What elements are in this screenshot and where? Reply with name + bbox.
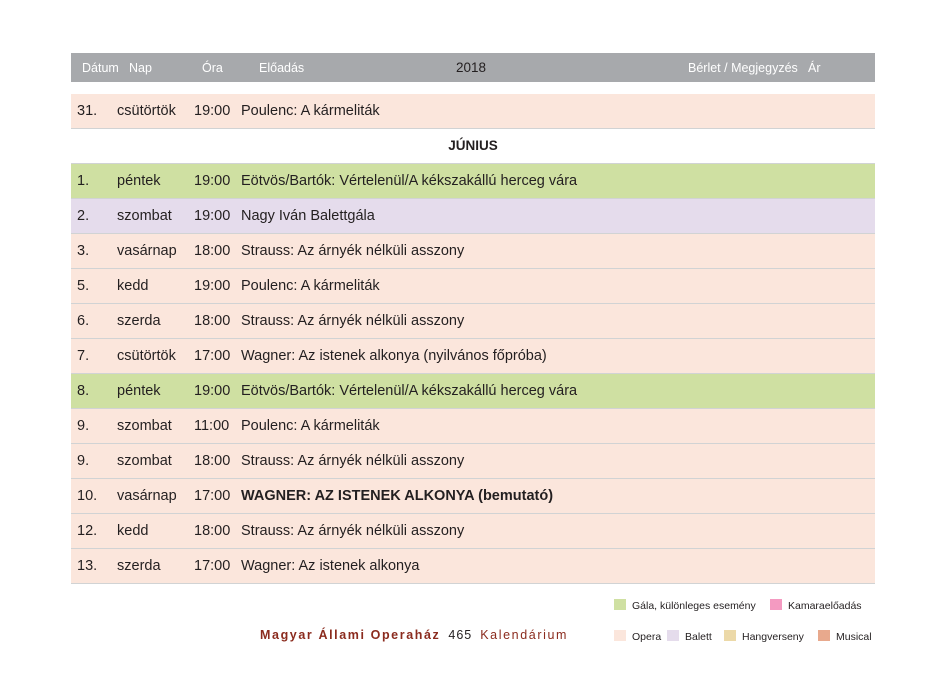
row-day: kedd <box>117 278 149 294</box>
row-time: 17:00 <box>194 348 231 364</box>
legend-label: Kamaraelőadás <box>788 600 862 612</box>
musical-swatch <box>818 630 830 641</box>
row-title: Wagner: Az istenek alkonya (nyilvános főpróba) <box>241 348 547 364</box>
row-day: kedd <box>117 523 149 539</box>
page-footer <box>260 628 568 642</box>
row-date: 9. <box>77 418 90 434</box>
row-title: Strauss: Az árnyék nélküli asszony <box>241 523 465 539</box>
row-time: 17:00 <box>194 558 231 574</box>
row-date: 13. <box>77 558 98 574</box>
row-title: Wagner: Az istenek alkonya <box>241 558 420 574</box>
footer-section: Kalendárium <box>480 628 569 642</box>
table-row <box>71 374 875 409</box>
table-row <box>71 479 875 514</box>
row-time: 19:00 <box>194 208 231 224</box>
row-day: csütörtök <box>117 348 176 364</box>
legend-chamber <box>770 599 862 612</box>
row-title: Eötvös/Bartók: Vértelenül/A kékszakállú herceg vára <box>241 173 578 189</box>
row-time: 18:00 <box>194 313 231 329</box>
gala-swatch <box>614 599 626 610</box>
row-time: 19:00 <box>194 278 231 294</box>
row-date: 8. <box>77 383 90 399</box>
row-title: Poulenc: A kármeliták <box>241 418 380 434</box>
row-time: 19:00 <box>194 383 231 399</box>
month-heading <box>71 129 875 164</box>
row-title: Strauss: Az árnyék nélküli asszony <box>241 453 465 469</box>
row-title: WAGNER: AZ ISTENEK ALKONYA (bemutató) <box>241 488 554 504</box>
row-date: 5. <box>77 278 90 294</box>
month-label: JÚNIUS <box>448 138 498 153</box>
row-date: 1. <box>77 173 90 189</box>
legend-opera <box>614 630 661 643</box>
opera-swatch <box>614 630 626 641</box>
row-day: szombat <box>117 208 172 224</box>
row-time: 18:00 <box>194 453 231 469</box>
row-day: szombat <box>117 453 172 469</box>
table-row <box>71 549 875 584</box>
legend-gala <box>614 599 756 612</box>
header-year: 2018 <box>456 60 487 75</box>
header-day: Nap <box>129 61 152 75</box>
ballet-swatch <box>667 630 679 641</box>
program-table <box>71 53 875 584</box>
row-date: 10. <box>77 488 98 504</box>
table-header <box>71 53 875 82</box>
row-title: Strauss: Az árnyék nélküli asszony <box>241 313 465 329</box>
header-date: Dátum <box>82 61 119 75</box>
header-time: Óra <box>202 61 223 75</box>
row-date: 3. <box>77 243 90 259</box>
row-date: 31. <box>77 103 98 119</box>
row-title: Eötvös/Bartók: Vértelenül/A kékszakállú herceg vára <box>241 383 578 399</box>
row-title: Strauss: Az árnyék nélküli asszony <box>241 243 465 259</box>
row-day: szerda <box>117 313 161 329</box>
legend-ballet <box>667 630 712 643</box>
footer-brand: Magyar Állami Operaház <box>260 628 441 642</box>
row-day: szerda <box>117 558 161 574</box>
page-number: 465 <box>448 628 473 642</box>
row-day: vasárnap <box>117 243 177 259</box>
row-date: 12. <box>77 523 98 539</box>
header-note: Bérlet / Megjegyzés <box>688 61 798 75</box>
row-time: 18:00 <box>194 523 231 539</box>
table-row <box>71 94 875 129</box>
row-day: vasárnap <box>117 488 177 504</box>
concert-swatch <box>724 630 736 641</box>
table-row <box>71 339 875 374</box>
row-day: csütörtök <box>117 103 176 119</box>
row-date: 7. <box>77 348 90 364</box>
row-day: szombat <box>117 418 172 434</box>
row-day: péntek <box>117 383 161 399</box>
legend-label: Hangverseny <box>742 631 804 643</box>
table-row <box>71 444 875 479</box>
row-day: péntek <box>117 173 161 189</box>
row-title: Nagy Iván Balettgála <box>241 208 375 224</box>
legend-concert <box>724 630 804 643</box>
table-row <box>71 234 875 269</box>
program-rows <box>71 164 875 584</box>
row-time: 19:00 <box>194 173 231 189</box>
row-time: 17:00 <box>194 488 231 504</box>
table-row <box>71 514 875 549</box>
chamber-swatch <box>770 599 782 610</box>
legend-label: Gála, különleges esemény <box>632 600 756 612</box>
legend-label: Balett <box>685 631 712 643</box>
legend-label: Opera <box>632 631 662 643</box>
header-show: Előadás <box>259 61 305 75</box>
table-row <box>71 409 875 444</box>
legend-musical <box>818 630 872 643</box>
legend-label: Musical <box>836 631 872 643</box>
row-date: 9. <box>77 453 90 469</box>
row-title: Poulenc: A kármeliták <box>241 278 380 294</box>
row-time: 19:00 <box>194 103 231 119</box>
table-row <box>71 164 875 199</box>
row-date: 6. <box>77 313 90 329</box>
table-row <box>71 269 875 304</box>
row-title: Poulenc: A kármeliták <box>241 103 380 119</box>
row-time: 11:00 <box>194 418 230 434</box>
row-time: 18:00 <box>194 243 231 259</box>
table-row <box>71 199 875 234</box>
table-row <box>71 304 875 339</box>
row-date: 2. <box>77 208 90 224</box>
header-price: Ár <box>808 61 821 75</box>
